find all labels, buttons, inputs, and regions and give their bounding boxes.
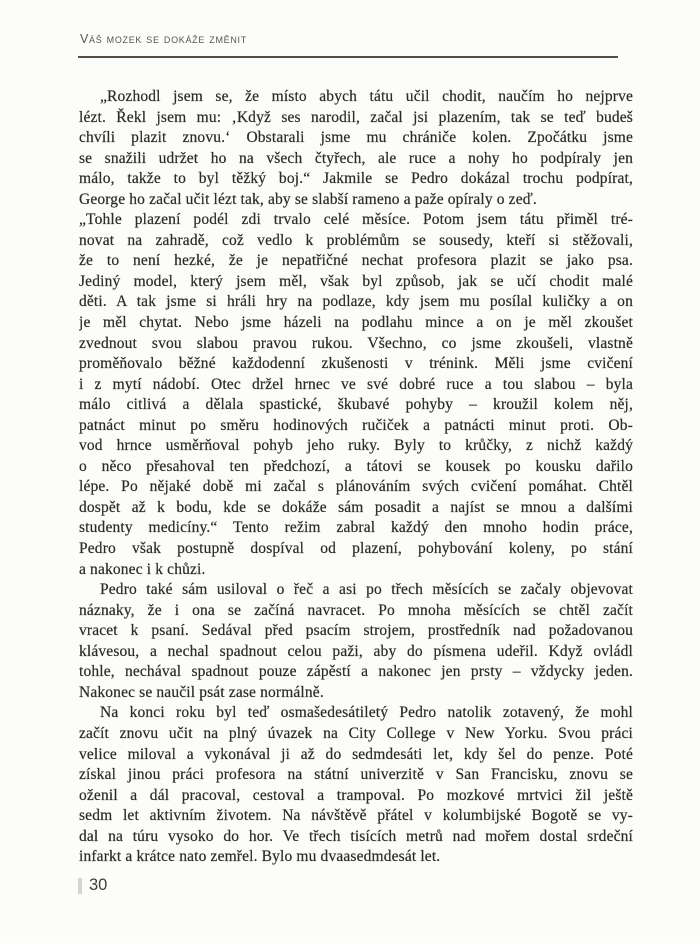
text-line: vracet k psaní. Sedával před psacím strojem, prostředník nad požadovanou xyxy=(79,622,633,640)
text-line: Pedro také sám usiloval o řeč a asi po třech měsících se začaly objevovat xyxy=(100,581,633,599)
text-line: lépe. Po nějaké době mi začal s plánováním svých cvičení pomáhat. Chtěl xyxy=(79,478,633,496)
text-line: tohle, nechával spadnout pouze zápěstí a nakonec jen prsty – vždycky jeden. xyxy=(79,663,633,681)
paragraph xyxy=(79,210,633,580)
text-line: studenty medicíny.“ Tento režim zabral každý den mnoho hodin práce, xyxy=(79,519,633,537)
running-header: Váš mozek se dokáže změnit xyxy=(80,32,247,46)
page-number-marker xyxy=(78,878,82,894)
text-line: oženil a dál pracoval, cestoval a trampoval. Po mozkové mrtvici žil ještě xyxy=(79,786,633,804)
text-line: že to není hezké, že je nepatřičné nechat profesora plazit se jako psa. xyxy=(79,252,633,270)
header-rule xyxy=(78,56,618,58)
text-line: málo, takže to byl těžký boj.“ Jakmile se Pedro dokázal trochu podpírat, xyxy=(79,170,633,188)
text-line: je měl chytat. Nebo jsme házeli na podlahu mince a on je měl zkoušet xyxy=(79,314,633,332)
text-line: patnáct minut po směru hodinových ručiček a patnácti minut proti. Ob- xyxy=(79,416,633,434)
text-line: „Rozhodl jsem se, že místo abych tátu učil chodit, naučím ho nejprve xyxy=(100,88,633,105)
text-line: málo citlivá a dělala spastické, škubavé pohyby – kroužil kolem něj, xyxy=(79,396,633,414)
text-column xyxy=(79,87,633,868)
footer xyxy=(78,876,107,895)
paragraph xyxy=(79,580,633,703)
text-line: a nakonec i k chůzi. xyxy=(79,560,206,578)
text-line: začít znovu učit na plný úvazek na City College v New Yorku. Svou práci xyxy=(79,724,633,742)
text-line: velice miloval a vykonával ji až do sedmdesáti let, kdy šel do penze. Poté xyxy=(79,745,633,763)
text-line: i z mytí nádobí. Otec držel hrnec ve své dobré ruce a tou slabou – byla xyxy=(79,375,633,393)
text-line: Nakonec se naučil psát zase normálně. xyxy=(79,683,324,701)
paragraph xyxy=(79,703,633,867)
paragraph xyxy=(79,87,633,210)
text-line: se snažili udržet ho na všech čtyřech, ale ruce a nohy ho podpíraly jen xyxy=(79,149,633,167)
text-line: chvíli plazit znovu.‘ Obstarali jsme mu chrániče kolen. Zpočátku jsme xyxy=(79,129,633,147)
text-line: náznaky, že i ona se začíná navracet. Po mnoha měsících se chtěl začít xyxy=(79,601,633,619)
text-line: „Tohle plazení podél zdi trvalo celé měsíce. Potom jsem tátu přiměl tré- xyxy=(79,211,633,229)
text-line: lézt. Řekl jsem mu: ‚Když ses narodil, začal jsi plazením, tak se teď budeš xyxy=(79,108,633,126)
text-line: infarkt a krátce nato zemřel. Bylo mu dvaasedmdesát let. xyxy=(79,848,441,866)
text-line: získal jinou práci profesora na státní univerzitě v San Francisku, znovu se xyxy=(79,766,633,784)
text-line: Pedro však postupně dospíval od plazení, pohybování koleny, po stání xyxy=(79,540,633,558)
text-line: klávesou, a nechal spadnout celou paži, aby do písmena udeřil. Když ovládl xyxy=(79,642,633,660)
text-line: dospět až k bodu, kde se dokáže sám posadit a najíst se mnou a dalšími xyxy=(79,498,633,516)
text-line: zvednout svou slabou pravou rukou. Všechno, co jsme zkoušeli, vlastně xyxy=(79,334,633,352)
text-line: dal na túru vysoko do hor. Ve třech tisících metrů nad mořem dostal srdeční xyxy=(79,827,633,845)
page-number: 30 xyxy=(89,876,108,894)
text-line: Jediný model, který jsem měl, však byl způsob, jak se učí chodit malé xyxy=(79,272,633,290)
text-line: vod hrnce usměrňoval pohyb jeho ruky. Byly to krůčky, z nichž každý xyxy=(79,437,633,455)
text-line: o něco přesahoval ten předchozí, a tátovi se kousek po kousku dařilo xyxy=(79,457,633,475)
text-line: děti. A tak jsme si hráli hry na podlaze, kdy jsem mu posílal kuličky a on xyxy=(79,293,633,311)
text-line: George ho začal učit lézt tak, aby se slabší rameno a paže opíraly o zeď. xyxy=(79,190,537,208)
text-line: novat na zahradě, což vedlo k problémům se sousedy, kteří si stěžovali, xyxy=(79,231,633,249)
text-line: Na konci roku byl teď osmašedesátiletý Pedro natolik zotavený, že mohl xyxy=(100,704,633,722)
text-line: proměňovalo běžné každodenní zkušenosti v trénink. Měli jsme cvičení xyxy=(79,355,633,373)
text-line: sedm let aktivním životem. Na návštěvě přátel v kolumbijské Bogotě se vy- xyxy=(79,807,633,825)
